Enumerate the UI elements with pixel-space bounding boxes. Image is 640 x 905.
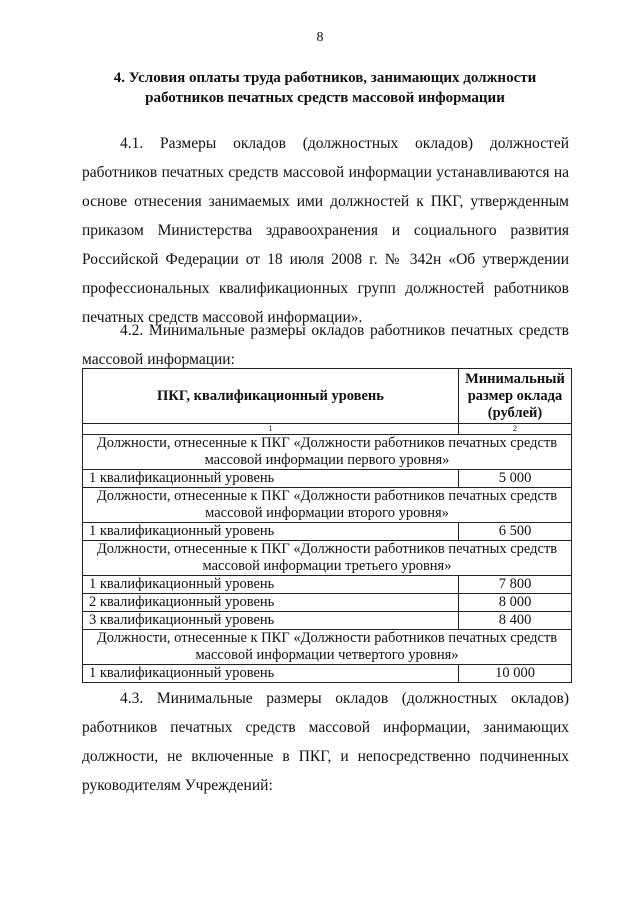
paragraph-line: должности, не включенные в ПКГ, и непосредственно подчиненных	[82, 748, 569, 765]
level-amount: 5 000	[459, 470, 572, 488]
page-number: 8	[316, 30, 324, 45]
level-amount: 7 800	[459, 576, 572, 594]
section-title-line-2: работников печатных средств массовой информации	[145, 90, 505, 106]
level-label: 1 квалификационный уровень	[83, 576, 459, 594]
column-number-1: 1	[83, 424, 459, 435]
group-heading-line-2: массовой информации второго уровня»	[205, 505, 449, 521]
group-heading	[83, 630, 572, 665]
group-heading	[83, 488, 572, 523]
table-row	[83, 612, 572, 630]
group-heading-line-2: массовой информации третьего уровня»	[202, 558, 452, 574]
salary-table	[82, 368, 572, 683]
table-row	[83, 594, 572, 612]
paragraph-line: работников печатных средств массовой информации, занимающих	[82, 719, 569, 736]
paragraph-line: 4.1. Размеры окладов (должностных окладов) должностей	[120, 135, 569, 152]
group-heading-line-1: Должности, отнесенные к ПКГ «Должности работников печатных средств	[96, 488, 558, 504]
paragraph-line: 4.2. Минимальные размеры окладов работников печатных средств	[120, 322, 569, 339]
header-pkg-level: ПКГ, квалификационный уровень	[83, 369, 459, 424]
level-label: 1 квалификационный уровень	[83, 523, 459, 541]
level-amount: 10 000	[459, 665, 572, 683]
paragraph-line: профессиональных квалификационных групп должностей работников	[82, 280, 569, 297]
table-group-row	[83, 435, 572, 470]
group-heading-line-1: Должности, отнесенные к ПКГ «Должности работников печатных средств	[96, 541, 558, 557]
group-heading-line-1: Должности, отнесенные к ПКГ «Должности работников печатных средств	[96, 435, 558, 451]
column-number-2: 2	[459, 424, 572, 435]
paragraph-line: печатных средств массовой информации».	[82, 309, 363, 326]
group-heading-line-1: Должности, отнесенные к ПКГ «Должности работников печатных средств	[96, 630, 558, 646]
paragraph-line: Российской Федерации от 18 июля 2008 г. № 342н «Об утверждении	[82, 251, 569, 268]
section-title	[80, 68, 570, 108]
header-min-salary-line-2: размер оклада	[467, 387, 563, 404]
table-row	[83, 665, 572, 683]
column-number-row	[83, 424, 572, 435]
paragraph-4-3	[82, 684, 569, 800]
table-group-row	[83, 630, 572, 665]
level-amount: 8 400	[459, 612, 572, 630]
table-row	[83, 523, 572, 541]
header-min-salary	[459, 369, 572, 424]
level-amount: 8 000	[459, 594, 572, 612]
level-label: 2 квалификационный уровень	[83, 594, 459, 612]
paragraph-4-2	[82, 316, 569, 374]
group-heading	[83, 435, 572, 470]
table-group-row	[83, 488, 572, 523]
paragraph-line: работников печатных средств массовой информации устанавливаются на	[82, 164, 569, 181]
header-min-salary-line-3: (рублей)	[487, 404, 543, 421]
table-row	[83, 576, 572, 594]
paragraph-4-1	[82, 129, 569, 332]
table-row	[83, 470, 572, 488]
level-label: 1 квалификационный уровень	[83, 665, 459, 683]
paragraph-line: 4.3. Минимальные размеры окладов (должностных окладов)	[120, 690, 569, 707]
level-label: 1 квалификационный уровень	[83, 470, 459, 488]
paragraph-line: руководителям Учреждений:	[82, 777, 273, 794]
group-heading-line-2: массовой информации четвертого уровня»	[195, 647, 459, 663]
level-amount: 6 500	[459, 523, 572, 541]
table-header-row	[83, 369, 572, 424]
group-heading	[83, 541, 572, 576]
section-title-line-1: 4. Условия оплаты труда работников, занимающих должности	[113, 70, 537, 86]
group-heading-line-2: массовой информации первого уровня»	[204, 452, 450, 468]
table-group-row	[83, 541, 572, 576]
level-label: 3 квалификационный уровень	[83, 612, 459, 630]
header-min-salary-line-1: Минимальный	[465, 370, 565, 387]
paragraph-line: основе отнесения занимаемых ими должностей к ПКГ, утвержденным	[82, 193, 569, 210]
paragraph-line: приказом Министерства здравоохранения и социального развития	[82, 222, 569, 239]
paragraph-line: массовой информации:	[82, 351, 235, 368]
